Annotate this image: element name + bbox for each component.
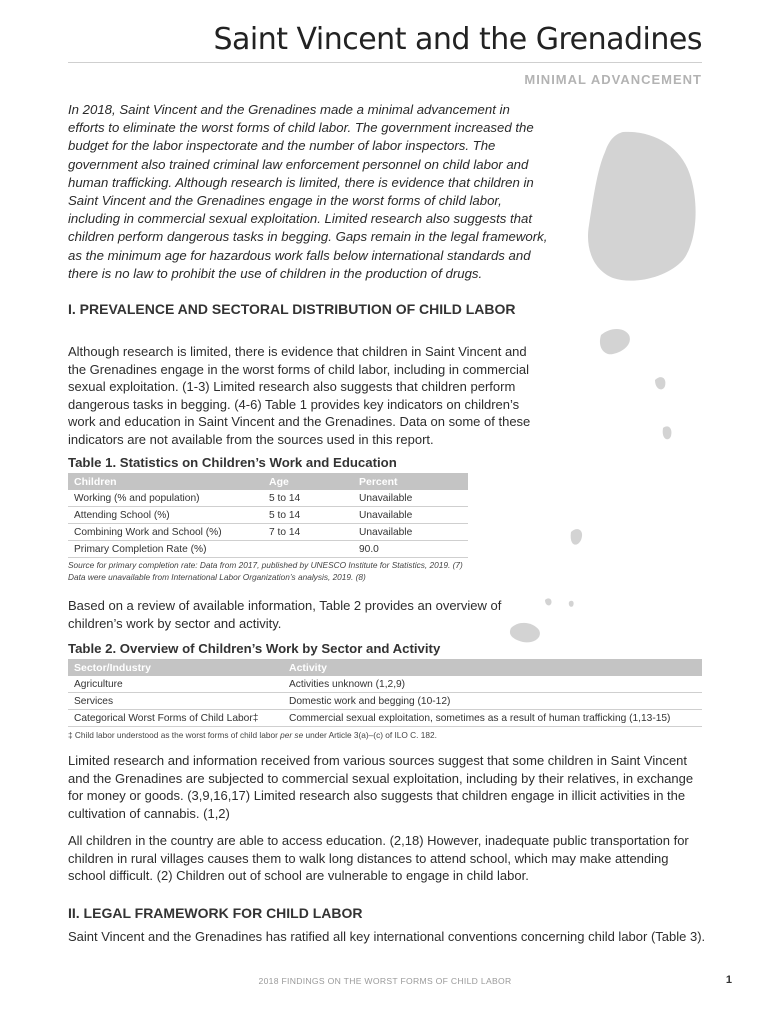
section-heading-prevalence: I. PREVALENCE AND SECTORAL DISTRIBUTION OF CHILD LABOR <box>68 301 516 317</box>
intro-summary: In 2018, Saint Vincent and the Grenadines made a minimal advancement in efforts to eliminate the worst forms of child labor. The government increased the budget for the labor inspectorate and the number of labor inspectors. The government also trained criminal law enforcement personnel on child labor and human trafficking. Although research is limited, there is evidence that children in Saint Vincent and the Grenadines engage in the worst forms of child labor, including in commercial sexual exploitation. Limited research also suggests that children perform dangerous tasks in begging. Gaps remain in the legal framework, as the minimum age for hazardous work falls below international standards and there is no law to prohibit the use of children in the production of drugs. <box>68 102 548 281</box>
page-footer: 2018 FINDINGS ON THE WORST FORMS OF CHILD LABOR <box>258 976 512 986</box>
footnote-text: ‡ Child labor understood as the worst forms of child labor <box>68 730 281 740</box>
table-cell: 7 to 14 <box>263 524 353 541</box>
page-title: Saint Vincent and the Grenadines <box>213 22 702 57</box>
table-cell: Activities unknown (1,2,9) <box>283 676 702 693</box>
table-cell: Commercial sexual exploitation, sometimes as a result of human trafficking (1,13-15) <box>283 710 702 727</box>
table-children-work-education <box>68 473 468 558</box>
table-row <box>68 524 468 541</box>
table-cell: Domestic work and begging (10-12) <box>283 693 702 710</box>
islet-3 <box>569 601 574 607</box>
table-row <box>68 676 702 693</box>
page-number: 1 <box>725 974 732 986</box>
title-divider <box>68 62 702 63</box>
source-line: Data were unavailable from International Labor Organization’s analysis, 2019. (8) <box>68 572 366 582</box>
table-header-row <box>68 473 468 490</box>
prevalence-paragraph-4: All children in the country are able to access education. (2,18) However, inadequate public transportation for children in rural villages causes them to walk long distances to attend school, which may make attending school difficult. (2) Children out of school are vulnerable to engage in child labor. <box>68 833 689 884</box>
table1-caption: Table 1. Statistics on Children’s Work and Education <box>68 455 397 470</box>
table-header: Children <box>68 473 263 490</box>
source-line: Source for primary completion rate: Data from 2017, published by UNESCO Institute for Statistics, 2019. (7) <box>68 560 463 570</box>
prevalence-paragraph-2: Based on a review of available information, Table 2 provides an overview of children’s work by sector and activity. <box>68 598 502 631</box>
footnote-emphasis: per se <box>280 730 304 740</box>
footnote-text: under Article 3(a)–(c) of ILO C. 182. <box>303 730 437 740</box>
table-cell: Agriculture <box>68 676 283 693</box>
union-island <box>510 623 540 642</box>
table-header: Age <box>263 473 353 490</box>
section-heading-legal-framework: II. LEGAL FRAMEWORK FOR CHILD LABOR <box>68 905 363 921</box>
table-header: Sector/Industry <box>68 659 283 676</box>
table-cell: 90.0 <box>353 541 468 558</box>
table-cell: Working (% and population) <box>68 490 263 507</box>
table1-source-note <box>68 559 508 583</box>
table-cell: Combining Work and School (%) <box>68 524 263 541</box>
table-header-row <box>68 659 702 676</box>
table-row <box>68 507 468 524</box>
table-cell: Services <box>68 693 283 710</box>
table-row <box>68 693 702 710</box>
table2-caption: Table 2. Overview of Children’s Work by Sector and Activity <box>68 641 441 656</box>
prevalence-paragraph-1: Although research is limited, there is evidence that children in Saint Vincent and the Grenadines engage in the worst forms of child labor, including in commercial sexual exploitation. (1-3) Limited research also suggests that children perform dangerous tasks in begging. (4-6) Table 1 provides key indicators on children’s work and education in Saint Vincent and the Grenadines. Data on some of these indicators are not available from the sources used in this report. <box>68 344 531 447</box>
table2-footnote <box>68 730 437 740</box>
table-cell: Primary Completion Rate (%) <box>68 541 263 558</box>
legal-framework-paragraph-1: Saint Vincent and the Grenadines has ratified all key international conventions concerning child labor (Table 3). <box>68 929 706 944</box>
table-work-by-sector <box>68 659 702 727</box>
islet-2 <box>545 598 552 605</box>
table-cell: Unavailable <box>353 490 468 507</box>
table-row <box>68 541 468 558</box>
bequia-island <box>600 329 630 354</box>
canouan-island <box>571 529 582 544</box>
table-row <box>68 710 702 727</box>
table-cell: Unavailable <box>353 524 468 541</box>
assessment-level: MINIMAL ADVANCEMENT <box>524 72 702 87</box>
table-cell: Attending School (%) <box>68 507 263 524</box>
table-cell: Categorical Worst Forms of Child Labor‡ <box>68 710 283 727</box>
table-header: Activity <box>283 659 702 676</box>
table-cell <box>263 541 353 558</box>
table-cell: 5 to 14 <box>263 507 353 524</box>
table-row <box>68 490 468 507</box>
prevalence-paragraph-3: Limited research and information received from various sources suggest that some children in Saint Vincent and the Grenadines are subjected to commercial sexual exploitation, including by their relatives, in exchange for money or goods. (3,9,16,17) Limited research also suggests that children engage in illicit activities in the cultivation of cannabis. (1,2) <box>68 753 694 821</box>
islet-1 <box>655 377 665 389</box>
table-cell: 5 to 14 <box>263 490 353 507</box>
table-cell: Unavailable <box>353 507 468 524</box>
saint-vincent-island <box>588 132 696 281</box>
mustique-island <box>663 426 672 439</box>
table-header: Percent <box>353 473 468 490</box>
